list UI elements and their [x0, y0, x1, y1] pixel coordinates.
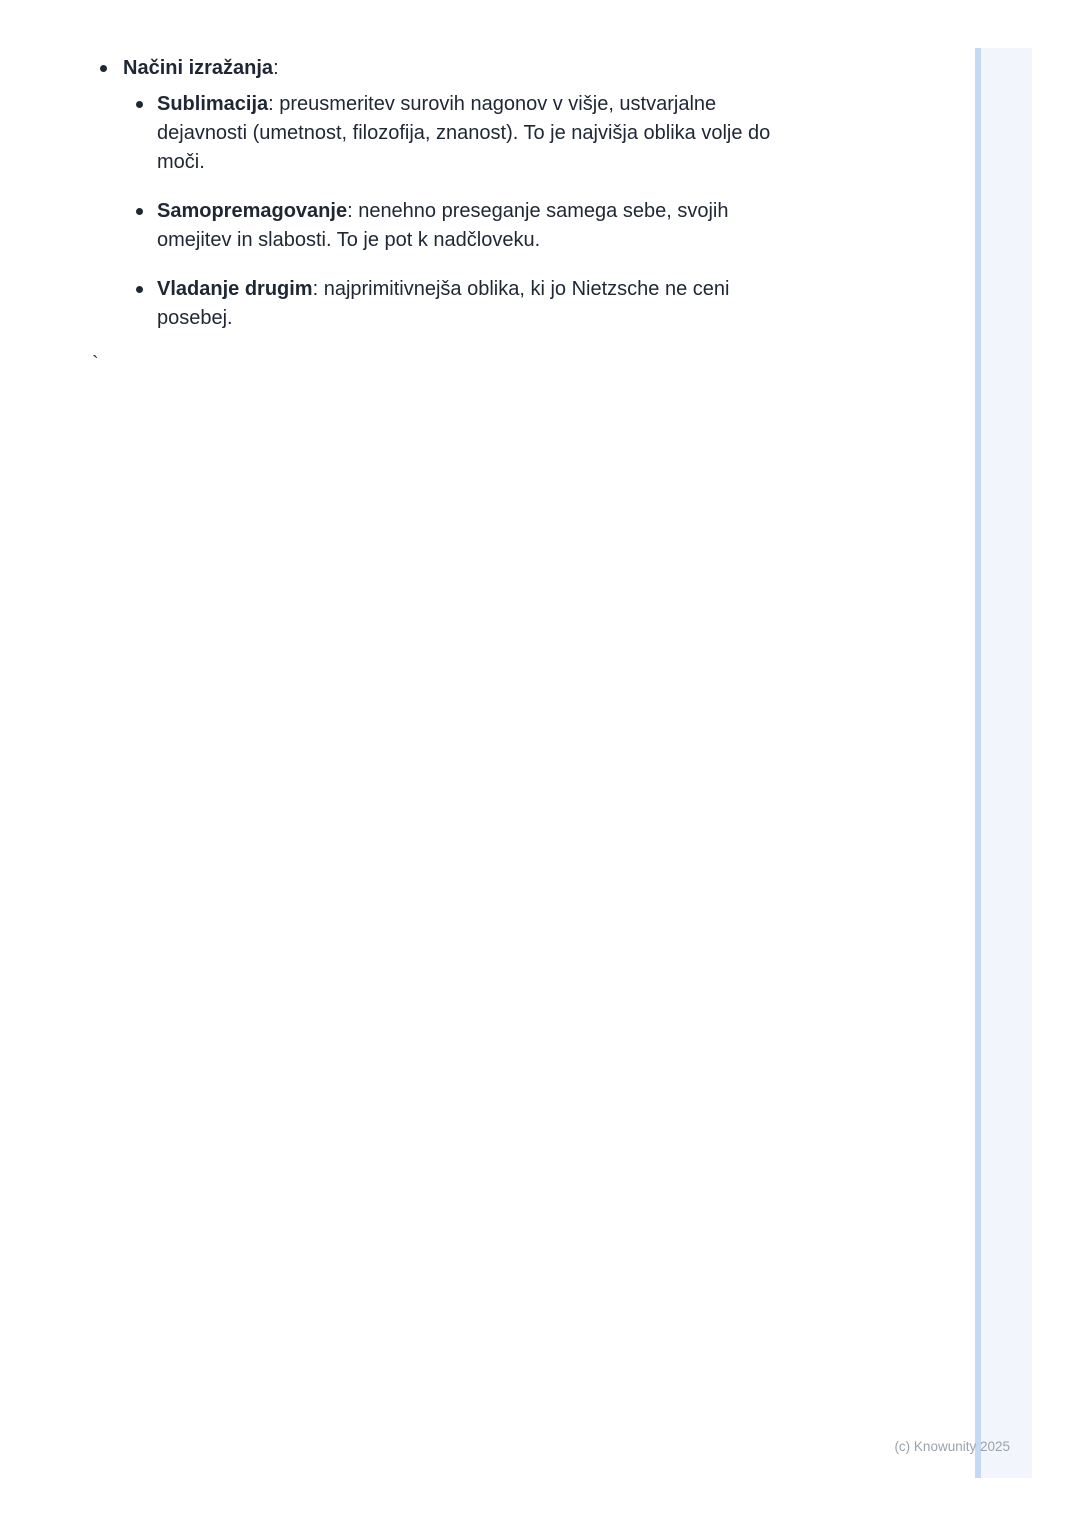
heading-text [123, 54, 279, 83]
list-item-rest: : nenehno preseganje samega sebe, svojih [347, 200, 729, 222]
list-item-heading [0, 54, 770, 83]
bullet-icon [136, 101, 143, 108]
list-item-text [157, 197, 728, 255]
list-item-line [157, 90, 770, 119]
bullet-icon [136, 286, 143, 293]
list-item-vladanje-drugim [0, 275, 770, 333]
bullet-icon [100, 65, 107, 72]
list-item-line: omejitev in slabosti. To je pot k nadčloveku. [157, 229, 541, 251]
stray-backtick-character: ` [92, 353, 99, 375]
list-item-samopremagovanje [0, 197, 770, 255]
heading-term: Načini izražanja [123, 57, 274, 79]
list-item-rest: : najprimitivnejša oblika, ki jo Nietzsche ne ceni [312, 278, 730, 300]
list-item-sublimacija [0, 90, 770, 177]
list-item-line: moči. [157, 151, 205, 173]
list-item-line [157, 275, 729, 304]
list-item-term: Vladanje drugim [157, 278, 313, 300]
right-margin-stripe [975, 48, 1032, 1478]
list-item-term: Samopremagovanje [157, 200, 348, 222]
list-item-term: Sublimacija [157, 93, 269, 115]
list-item-line: posebej. [157, 307, 233, 329]
copyright-footer: (c) Knowunity 2025 [894, 1439, 1010, 1454]
list-item-text [157, 90, 770, 177]
list-item-rest: : preusmeritev surovih nagonov v višje, ustvarjalne [268, 93, 717, 115]
bullet-icon [136, 208, 143, 215]
list-item-line [157, 197, 728, 226]
heading-suffix: : [273, 57, 279, 79]
list-item-text [157, 275, 729, 333]
list-item-line: dejavnosti (umetnost, filozofija, znanost). To je najvišja oblika volje do [157, 122, 771, 144]
notes-content [0, 54, 770, 333]
